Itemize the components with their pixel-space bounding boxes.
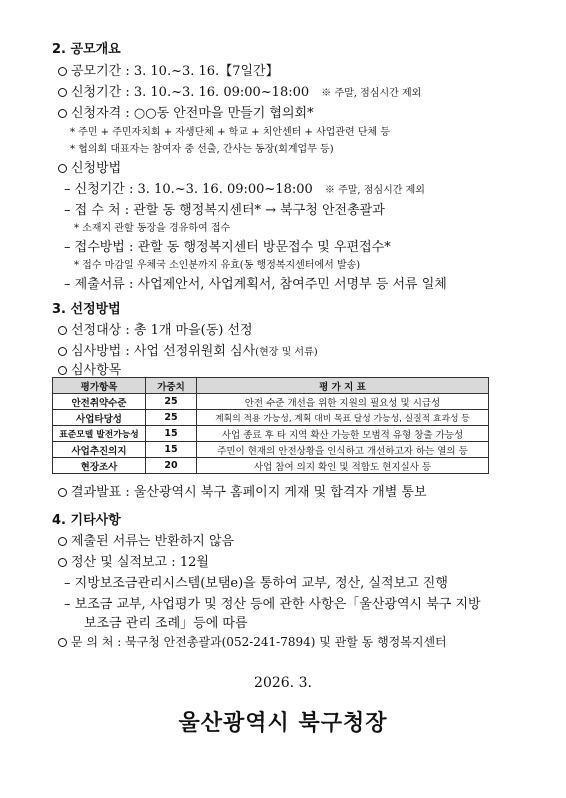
cell-weight: 20: [146, 458, 197, 474]
bullet-qualification: 신청자격 : ○○동 안전마을 만들기 협의회*: [58, 102, 314, 121]
bullet-return: 제출된 서류는 반환하지 않음: [58, 530, 234, 549]
cell-item: 표준모델 발전가능성: [53, 426, 146, 442]
bullet-circle-icon: [58, 638, 67, 647]
table-row: [53, 458, 489, 474]
settle-detail-b-line2: 보조금 관리 조례」등에 따름: [84, 616, 248, 631]
bullet-circle-icon: [58, 537, 67, 546]
qual-note-1: * 주민 + 주민자치회 + 자생단체 + 학교 + 치안센터 + 사업관련 단체 등: [70, 127, 391, 138]
bullet-circle-icon: [58, 326, 67, 335]
bullet-circle-icon: [58, 164, 67, 173]
issuer-name: 울산광역시 북구청장: [178, 711, 388, 736]
evaluation-table: [52, 377, 489, 474]
apply-note: ※ 주말, 점심시간 제외: [321, 88, 422, 99]
header-weight: 가중치: [146, 378, 197, 394]
method-how: – 접수방법 : 관할 동 행정복지센터 방문접수 및 우편접수*: [64, 240, 391, 255]
bullet-settle: 정산 및 실적보고 : 12월: [58, 551, 209, 570]
method-docs: – 제출서류 : 사업제안서, 사업계획서, 참여주민 서명부 등 서류 일체: [64, 277, 447, 292]
table-row: [53, 394, 489, 410]
bullet-circle-icon: [58, 88, 67, 97]
bullet-apply: 신청기간 : 3. 10.~3. 16. 09:00~18:00 ※ 주말, 점심시간 제외: [58, 81, 421, 100]
settle-detail-b-line1: – 보조금 교부, 사업평가 및 정산 등에 관한 사항은「울산광역시 북구 지방: [64, 597, 481, 612]
cell-criteria: 주민이 현재의 안전상황을 인식하고 개선하고자 하는 열의 등: [197, 442, 489, 458]
cell-item: 안전취약수준: [53, 394, 146, 410]
cell-weight: 15: [146, 426, 197, 442]
method-place: – 접 수 처 : 관할 동 행정복지센터* → 북구청 안전총괄과: [64, 203, 385, 218]
bullet-circle-icon: [58, 67, 67, 76]
section-2-title: 2. 공모개요: [52, 42, 121, 57]
cell-weight: 15: [146, 442, 197, 458]
table-row: [53, 426, 489, 442]
cell-weight: 25: [146, 394, 197, 410]
bullet-contact: 문 의 처 : 북구청 안전총괄과(052-241-7894) 및 관할 동 행정복지센터: [58, 633, 447, 650]
bullet-circle-icon: [58, 366, 67, 375]
section-4-title: 4. 기타사항: [52, 513, 121, 528]
table-header-row: [53, 378, 489, 394]
method-period-note: ※ 주말, 점심시간 제외: [324, 185, 425, 196]
bullet-target: 선정대상 : 총 1개 마을(동) 선정: [58, 319, 253, 338]
bullet-result: 결과발표 : 울산광역시 북구 홈페이지 게재 및 합격자 개별 통보: [58, 481, 427, 500]
cell-item: 사업타당성: [53, 410, 146, 426]
bullet-method: 신청방법: [58, 157, 121, 176]
bullet-circle-icon: [58, 109, 67, 118]
table-row: [53, 410, 489, 426]
document-date: 2026. 3.: [254, 675, 312, 691]
bullet-circle-icon: [58, 488, 67, 497]
method-how-note: * 접수 마감일 우체국 소인분까지 유효(동 행정복지센터에서 발송): [74, 260, 361, 271]
header-criteria: 평 가 지 표: [197, 378, 489, 394]
cell-criteria: 안전 수준 개선을 위한 지원의 필요성 및 시급성: [197, 394, 489, 410]
bullet-review: 심사방법 : 사업 선정위원회 심사(현장 및 서류): [58, 340, 318, 359]
bullet-circle-icon: [58, 558, 67, 567]
header-item: 평가항목: [53, 378, 146, 394]
bullet-period: 공모기간 : 3. 10.~3. 16.【7일간】: [58, 60, 279, 79]
review-small: (현장 및 서류): [255, 347, 318, 358]
method-place-note: * 소재지 관할 동장을 경유하여 접수: [74, 223, 231, 234]
cell-item: 현장조사: [53, 458, 146, 474]
cell-criteria: 사업 종료 후 타 지역 확산 가능한 모범적 유형 창출 가능성: [197, 426, 489, 442]
table-row: [53, 442, 489, 458]
cell-criteria: 사업 참여 의지 확인 및 적합도 현지실사 등: [197, 458, 489, 474]
bullet-circle-icon: [58, 347, 67, 356]
bullet-items: 심사항목: [58, 359, 121, 378]
section-3-title: 3. 선정방법: [52, 302, 121, 317]
method-period: – 신청기간 : 3. 10.~3. 16. 09:00~18:00 ※ 주말, 점심시간 제외: [64, 182, 425, 197]
settle-detail-a: – 지방보조금관리시스템(보탬e)을 통하여 교부, 정산, 실적보고 진행: [64, 576, 448, 591]
cell-weight: 25: [146, 410, 197, 426]
cell-criteria: 계획의 적용 가능성, 계획 대비 목표 달성 가능성, 실질적 효과성 등: [197, 410, 489, 426]
qual-note-2: * 협의회 대표자는 참여자 중 선출, 간사는 동장(회계업무 등): [70, 144, 334, 155]
cell-item: 사업추진의지: [53, 442, 146, 458]
